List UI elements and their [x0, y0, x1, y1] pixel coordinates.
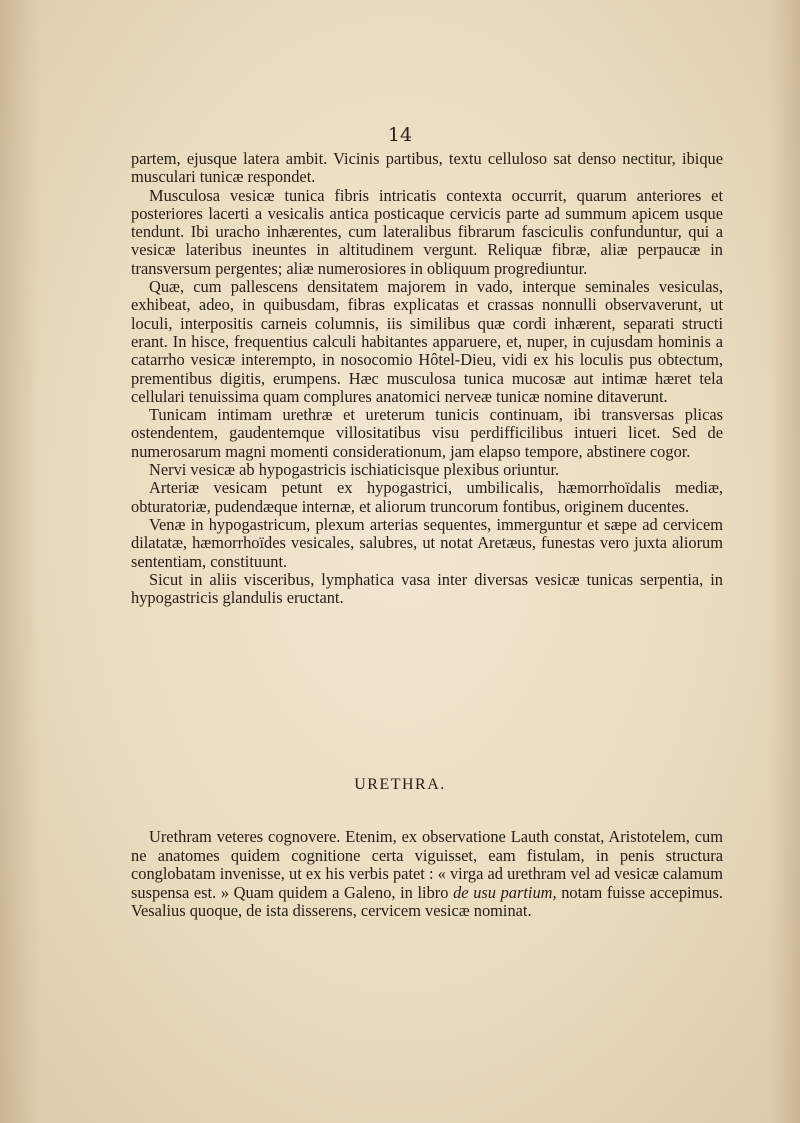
page-edge-shadow-left [0, 0, 40, 1123]
paragraph-urethram [131, 828, 723, 921]
page-number: 14 [387, 124, 413, 146]
body-text-vesica [131, 150, 723, 607]
paragraph-venae: Venæ in hypogastricum, plexum arterias sequentes, immerguntur et sæpe ad cervicem dilatatæ, hæmorrhoïdes vesicales, salubres, ut notat Aretæus, funestas vero juxta aliorum sententiam, constituunt. [131, 514, 723, 571]
paragraph-nervi: Nervi vesicæ ab hypogastricis ischiaticisque plexibus oriuntur. [149, 460, 560, 480]
paragraph-tunica-intima: Tunicam intimam urethræ et ureterum tunicis continuam, ibi transversas plicas ostendentem, gaudentemque villositatibus visu perdifficilibus intueri licet. Sed de numerosarum magni momenti considerationum, jam elapso tempore, abstinere cogor. [131, 405, 723, 461]
book-title-italic: de usu partium, [453, 882, 557, 902]
section-heading: URETHRA. [354, 776, 446, 793]
paragraph-urethram-part2: notam fuisse accepimus. Vesalius quoque, de ista disserens, cervicem vesicæ nominat. [131, 882, 723, 921]
body-text-urethra [131, 828, 723, 921]
page-edge-shadow-right [770, 0, 800, 1123]
paragraph-arteriae: Arteriæ vesicam petunt ex hypogastrici, umbilicalis, hæmorrhoïdalis mediæ, obturatoriæ, pudendæque internæ, et aliorum truncorum fontibus, originem ducentes. [131, 478, 723, 516]
paragraph-lymphatica: Sicut in aliis visceribus, lymphatica vasa inter diversas vesicæ tunicas serpentia, in hypogastricis glandulis eructant. [131, 569, 723, 608]
paragraph-urethram-part1: Urethram veteres cognovere. Etenim, ex observatione Lauth constat, Aristotelem, cum ne anatomes quidem cognitione certa viguisset, eam fistulam, in penis structura conglobatam invenisse, ut ex his verbis patet : « virga ad urethram vel ad vesicæ calamum suspensa est. » Quam quidem a Galeno, in libro [131, 827, 723, 902]
paragraph-musculosa: Musculosa vesicæ tunica fibris intricatis contexta occurrit, quarum anteriores et posteriores lacerti a vesicalis antica posticaque cervicis parte ad summum apicem usque tendunt. Ibi uracho inhærentes, cum lateralibus fibrarum fasciculis confunduntur, qui a vesicæ lateribus ineuntes in altitudinem vergunt. Reliquæ fibræ, aliæ perpaucæ in transversum pergentes; aliæ numerosiores in obliquum progrediuntur. [131, 185, 723, 278]
paragraph-continuation: partem, ejusque latera ambit. Vicinis partibus, textu celluloso sat denso nectitur, ibique musculari tunicæ respondet. [131, 149, 723, 187]
paragraph-loculi: Quæ, cum pallescens densitatem majorem in vado, interque seminales vesiculas, exhibeat, adeo, in quibusdam, fibras explicatas et crassas nonnulli observaverunt, ut loculi, interpositis carneis columnis, iis similibus quæ cordi inhærent, separati structi erant. In hisce, frequentius calculi habitantes apparuere, et, nuper, in cujusdam hominis a catarrho vesicæ interempto, in nosocomio Hôtel-Dieu, vidi ex his loculis pus obtectum, prementibus digitis, erumpens. Hæc musculosa tunica mucosæ aut intimæ hæret tela cellulari tenuissima quam complures anatomici nerveæ tunicæ nomine ditaverunt. [131, 277, 723, 406]
